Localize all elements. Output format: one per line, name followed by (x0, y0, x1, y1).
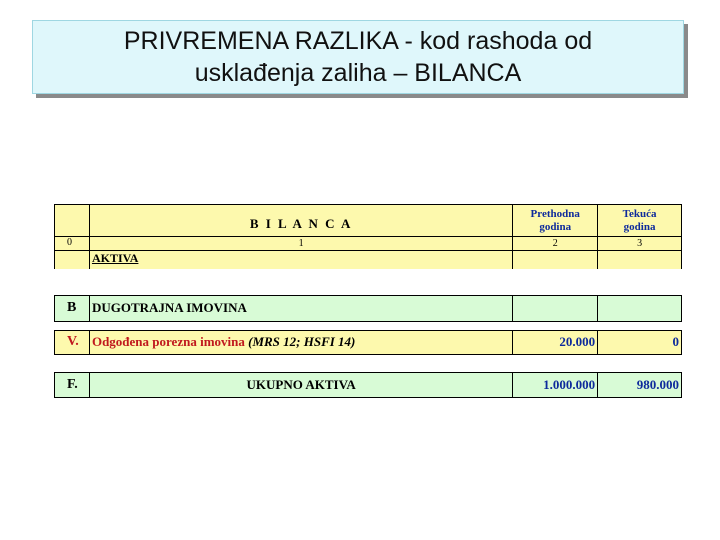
row-v-label: Odgođena porezna imovina (91, 334, 245, 349)
row-v-reference: (MRS 12; HSFI 14) (248, 334, 356, 349)
aktiva-label: AKTIVA (91, 251, 139, 265)
index-1: 1 (298, 238, 304, 249)
row-v-curr-value: 0 (672, 334, 679, 349)
row-f-prev-value: 1.000.000 (543, 377, 596, 392)
header-curr-year-line1: Tekuća (622, 208, 657, 220)
row-v-label-cell (90, 331, 513, 355)
index-cell-2 (513, 237, 598, 251)
row-b-code-cell (55, 296, 90, 322)
header-bilanca-cell (90, 205, 513, 237)
row-f-curr-cell (598, 373, 682, 398)
header-prev-year-line1: Prethodna (530, 208, 580, 220)
row-f-prev-cell (513, 373, 598, 398)
row-v-code-cell (55, 331, 90, 355)
row-f (54, 373, 682, 398)
row-b-block (54, 295, 682, 322)
row-b-curr-cell (598, 296, 682, 322)
row-v-block (54, 330, 682, 355)
row-b-code: B (67, 300, 77, 315)
row-v-curr-cell (598, 331, 682, 355)
row-v-prev-value: 20.000 (559, 334, 596, 349)
index-0: 0 (67, 237, 72, 248)
slide-title (32, 20, 684, 94)
header-bilanca-text: B I L A N C A (249, 215, 353, 231)
row-v-code: V. (67, 334, 79, 349)
header-prev-year-cell (513, 205, 598, 237)
index-3: 3 (637, 238, 643, 249)
row-b-label-cell (90, 296, 513, 322)
index-cell-3 (598, 237, 682, 251)
aktiva-label-cell (90, 251, 513, 269)
aktiva-code-cell (55, 251, 90, 269)
aktiva-prev-cell (513, 251, 598, 269)
header-prev-year-line2: godina (539, 221, 572, 233)
header-code-cell (55, 205, 90, 237)
index-cell-1 (90, 237, 513, 251)
slide-title-line-2: usklađenja zaliha – BILANCA (194, 59, 522, 87)
header-curr-year-line2: godina (623, 221, 656, 233)
row-v (54, 331, 682, 355)
row-f-curr-value: 980.000 (636, 377, 679, 392)
slide-title-line-1: PRIVREMENA RAZLIKA - kod rashoda od (123, 27, 593, 55)
row-f-code-cell (55, 373, 90, 398)
header-curr-year-cell (598, 205, 682, 237)
aktiva-row (54, 251, 682, 269)
row-f-label-cell (90, 373, 513, 398)
row-b (54, 296, 682, 322)
row-v-prev-cell (513, 331, 598, 355)
row-b-label: DUGOTRAJNA IMOVINA (91, 300, 247, 315)
row-f-block (54, 372, 682, 398)
row-f-label: UKUPNO AKTIVA (246, 377, 356, 392)
header-row (54, 205, 682, 237)
index-cell-0 (55, 237, 90, 251)
row-b-prev-cell (513, 296, 598, 322)
index-2: 2 (552, 238, 558, 249)
bilanca-header-block (54, 204, 682, 269)
index-row (54, 237, 682, 251)
aktiva-curr-cell (598, 251, 682, 269)
row-f-code: F. (67, 377, 78, 392)
